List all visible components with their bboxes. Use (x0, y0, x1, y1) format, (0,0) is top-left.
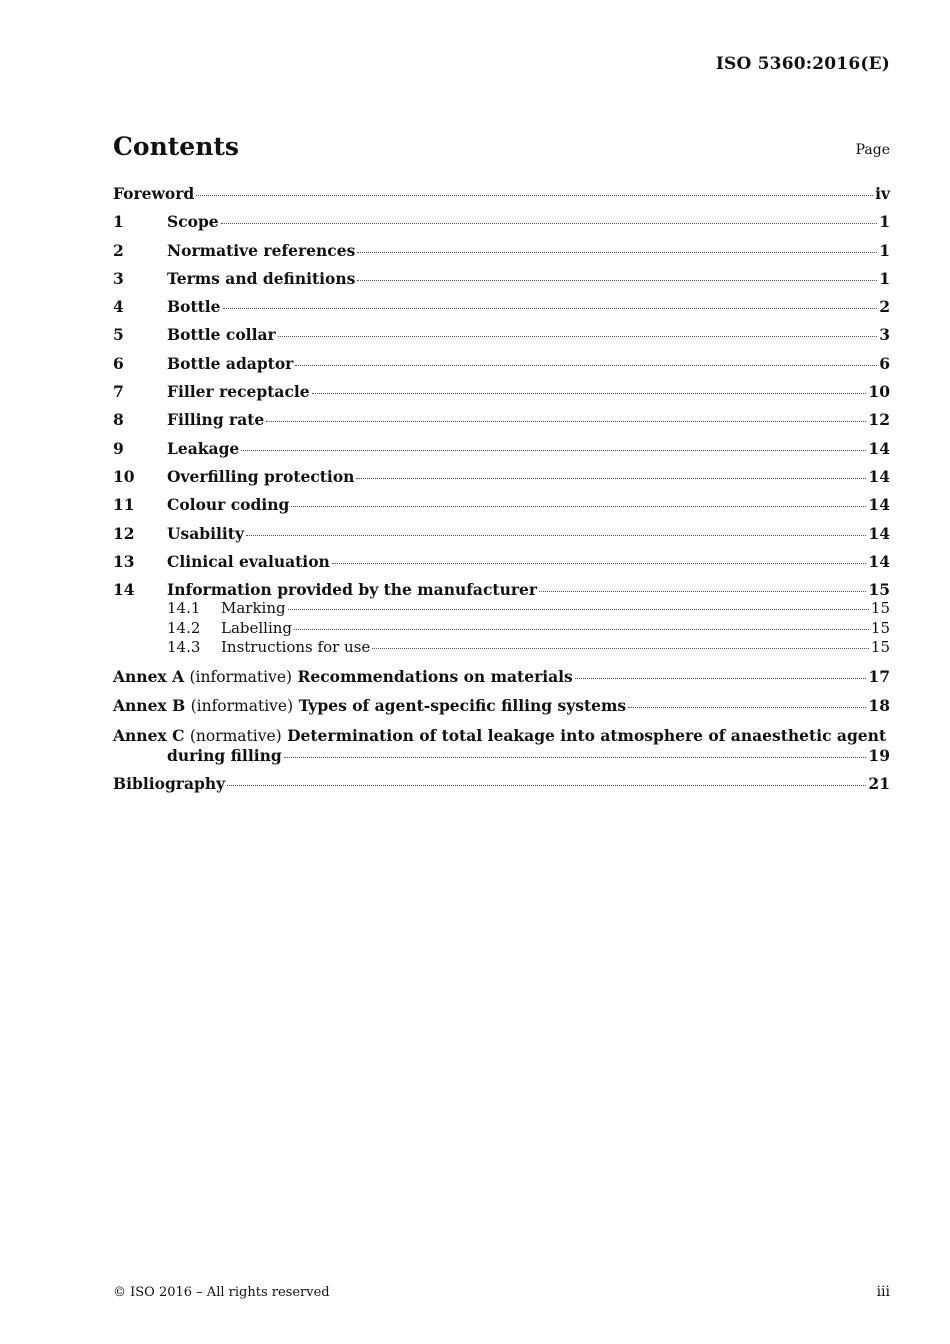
toc-entry-annex-c[interactable] (113, 726, 890, 765)
document-id: ISO 5360:2016(E) (715, 54, 890, 74)
dot-leader (294, 629, 869, 630)
annex-title: Recommendations on materials (297, 666, 573, 686)
toc-entry-title: Information provided by the manufacturer (167, 580, 538, 600)
toc-entry-number: 11 (113, 495, 135, 515)
toc-subentry-page: 15 (870, 618, 890, 637)
toc-entry[interactable] (113, 495, 890, 514)
toc-entry-page: 17 (868, 666, 890, 686)
toc-entry-title: Bottle collar (167, 325, 276, 345)
table-of-contents (113, 184, 890, 802)
toc-subentry-title: Marking (221, 599, 286, 618)
toc-entry-number: 1 (113, 212, 124, 232)
toc-entry[interactable] (113, 410, 890, 429)
annex-title-continued: during filling (167, 745, 282, 765)
toc-entry-number: 9 (113, 438, 124, 458)
contents-heading: Contents (113, 132, 240, 161)
toc-entry[interactable] (113, 354, 890, 373)
toc-entry-page: 2 (879, 297, 890, 317)
toc-entry-page: 18 (868, 696, 890, 716)
toc-entry-number: 4 (113, 297, 124, 317)
toc-entry-title-line1 (113, 726, 890, 746)
toc-entry-title: Normative references (167, 240, 356, 260)
toc-entry-title: Foreword (113, 184, 195, 203)
dot-leader (288, 609, 869, 610)
annex-title: Types of agent-specific filling systems (298, 696, 627, 716)
toc-subentry-number: 14.1 (167, 599, 201, 618)
toc-entry-page: 14 (868, 438, 890, 458)
annex-kind: (informative) (190, 697, 294, 716)
toc-entry-page: 1 (879, 268, 890, 288)
toc-entry-number: 8 (113, 410, 124, 430)
toc-entry[interactable] (113, 382, 890, 401)
toc-subentry[interactable] (113, 599, 890, 619)
dot-leader (312, 393, 867, 394)
toc-entry-title: Clinical evaluation (167, 551, 330, 571)
page-number: iii (876, 1284, 890, 1300)
toc-entry-page: 1 (879, 240, 890, 260)
annex-label: Annex B (113, 696, 186, 716)
dot-leader (266, 421, 866, 422)
toc-entry-title-line2 (113, 746, 890, 765)
toc-entry-foreword[interactable] (113, 184, 890, 203)
dot-leader (227, 785, 866, 786)
annex-label: Annex A (113, 666, 185, 686)
toc-entry-number: 6 (113, 353, 124, 373)
toc-entry-title: Colour coding (167, 495, 290, 515)
toc-entry-title: Usability (167, 523, 244, 543)
toc-entry-page: 15 (868, 580, 890, 600)
toc-entry-title: Terms and definitions (167, 268, 356, 288)
toc-entry-number: 12 (113, 523, 135, 543)
dot-leader (246, 535, 866, 536)
toc-entry-page: 14 (868, 495, 890, 515)
toc-entry-page: 3 (879, 325, 890, 345)
toc-entry-number: 14 (113, 580, 135, 600)
toc-entry-page: 6 (879, 353, 890, 373)
toc-entry-page: iv (875, 184, 890, 203)
subclause-list (113, 599, 890, 658)
toc-entry[interactable] (113, 580, 890, 599)
toc-entry-bibliography[interactable] (113, 774, 890, 793)
toc-entry[interactable] (113, 241, 890, 260)
toc-entry[interactable] (113, 269, 890, 288)
toc-entry-number: 3 (113, 268, 124, 288)
toc-entry-page: 21 (868, 773, 890, 793)
toc-entry-page: 14 (868, 523, 890, 543)
toc-entry[interactable] (113, 439, 890, 458)
toc-subentry[interactable] (113, 638, 890, 658)
copyright-notice: © ISO 2016 – All rights reserved (113, 1285, 330, 1300)
toc-subentry-page: 15 (870, 599, 890, 618)
toc-entry-title: Bottle adaptor (167, 353, 294, 373)
dot-leader (539, 591, 866, 592)
toc-entry-annex-b[interactable] (113, 696, 890, 716)
toc-entry[interactable] (113, 297, 890, 316)
dot-leader (241, 450, 866, 451)
toc-entry-page: 12 (868, 410, 890, 430)
dot-leader (357, 252, 877, 253)
dot-leader (628, 707, 866, 708)
toc-entry-page: 1 (879, 212, 890, 232)
toc-entry[interactable] (113, 552, 890, 571)
toc-subentry-number: 14.3 (167, 638, 201, 657)
dot-leader (196, 195, 873, 196)
dot-leader (291, 506, 866, 507)
toc-entry[interactable] (113, 524, 890, 543)
toc-entry-number: 7 (113, 382, 124, 402)
toc-entry-number: 5 (113, 325, 124, 345)
toc-entry-title (113, 696, 626, 716)
toc-subentry-title: Labelling (221, 618, 293, 637)
dot-leader (575, 678, 867, 679)
dot-leader (221, 223, 878, 224)
toc-entry-title: Filler receptacle (167, 382, 310, 402)
annex-title: Determination of total leakage into atmosphere of anaesthetic agent (287, 725, 887, 745)
dot-leader (284, 757, 867, 758)
toc-entry-number: 13 (113, 551, 135, 571)
dot-leader (223, 308, 878, 309)
toc-entry-title (113, 667, 573, 687)
annex-kind: (normative) (189, 726, 282, 745)
toc-entry[interactable] (113, 467, 890, 486)
toc-entry-number: 10 (113, 466, 135, 486)
toc-entry-title: Leakage (167, 438, 240, 458)
toc-entry-page: 19 (868, 745, 890, 765)
toc-entry[interactable] (113, 212, 890, 231)
annex-kind: (informative) (189, 667, 293, 686)
toc-entry-annex-a[interactable] (113, 667, 890, 687)
toc-subentry-title: Instructions for use (221, 638, 371, 657)
toc-entry-number: 2 (113, 240, 124, 260)
toc-subentry-number: 14.2 (167, 618, 201, 637)
toc-entry-page: 10 (868, 382, 890, 402)
toc-entry-page: 14 (868, 551, 890, 571)
dot-leader (332, 563, 867, 564)
toc-subentry-page: 15 (870, 638, 890, 657)
annex-label: Annex C (113, 725, 185, 745)
toc-entry[interactable] (113, 325, 890, 344)
toc-entry-title: Scope (167, 212, 219, 232)
toc-entry-title: Overfilling protection (167, 466, 355, 486)
dot-leader (356, 478, 866, 479)
clause-list (113, 212, 890, 599)
toc-entry-title: Filling rate (167, 410, 265, 430)
dot-leader (295, 365, 877, 366)
dot-leader (372, 648, 869, 649)
toc-entry-title: Bottle (167, 297, 221, 317)
toc-entry-title: Bibliography (113, 773, 226, 793)
page-column-label: Page (855, 142, 890, 158)
dot-leader (278, 336, 878, 337)
toc-entry-page: 14 (868, 466, 890, 486)
dot-leader (357, 280, 877, 281)
toc-subentry[interactable] (113, 619, 890, 639)
